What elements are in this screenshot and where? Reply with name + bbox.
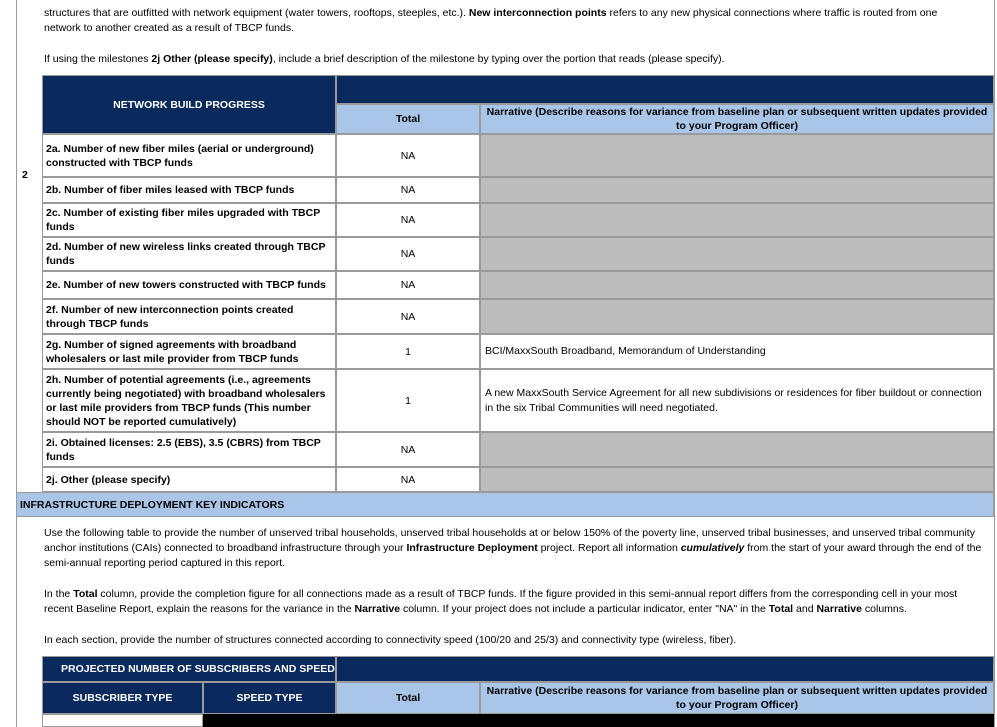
network-row-label: 2e. Number of new towers constructed with TBCP funds xyxy=(42,271,336,299)
infra-heading: INFRASTRUCTURE DEPLOYMENT KEY INDICATORS xyxy=(16,492,994,517)
outer-right-border xyxy=(994,0,995,727)
network-row-narrative[interactable] xyxy=(480,177,994,203)
network-row-label: 2g. Number of signed agreements with broadband wholesalers or last mile provider from TBCP funds xyxy=(42,334,336,369)
subscribers-col-type: SUBSCRIBER TYPE xyxy=(42,682,203,714)
network-row-narrative[interactable] xyxy=(480,467,994,492)
network-row-label: 2a. Number of new fiber miles (aerial or underground) constructed with TBCP funds xyxy=(42,134,336,177)
network-row-narrative[interactable]: BCI/MaxxSouth Broadband, Memorandum of Understanding xyxy=(480,334,994,369)
intro-line-1: structures that are outfitted with network equipment (water towers, rooftops, steeples, etc.). New interconnection points refers to any new physical connections where traffic is routed from one xyxy=(44,7,938,19)
network-row-narrative[interactable] xyxy=(480,237,994,271)
network-row-total[interactable]: NA xyxy=(336,203,480,237)
network-row-label: 2h. Number of potential agreements (i.e., agreements currently being negotiated) with broadband wholesalers or last mile providers from TBCP funds (This number should NOT be reported cumulatively) xyxy=(42,369,336,432)
network-row-label: 2d. Number of new wireless links created through TBCP funds xyxy=(42,237,336,271)
network-row-total[interactable]: NA xyxy=(336,134,480,177)
network-row-narrative[interactable] xyxy=(480,134,994,177)
network-row-total[interactable]: NA xyxy=(336,299,480,334)
outer-left-border xyxy=(16,0,17,727)
network-row-total[interactable]: NA xyxy=(336,237,480,271)
network-table-title: NETWORK BUILD PROGRESS xyxy=(42,75,336,134)
network-row-total[interactable]: NA xyxy=(336,432,480,467)
network-row-total[interactable]: NA xyxy=(336,177,480,203)
network-row-narrative[interactable] xyxy=(480,299,994,334)
network-row-narrative[interactable] xyxy=(480,203,994,237)
subscribers-col-speed: SPEED TYPE xyxy=(203,682,336,714)
network-table-header-band xyxy=(336,75,994,104)
network-row-narrative[interactable]: A new MaxxSouth Service Agreement for all new subdivisions or residences for fiber buildout or connection in the six Tribal Communities will need negotiated. xyxy=(480,369,994,432)
intro-line-2: network to another created as a result of TBCP funds. xyxy=(44,22,295,34)
subscribers-dark-band xyxy=(203,714,994,727)
network-row-narrative[interactable] xyxy=(480,432,994,467)
network-row-label: 2b. Number of fiber miles leased with TBCP funds xyxy=(42,177,336,203)
infra-paragraph-3: In each section, provide the number of structures connected according to connectivity speed (100/20 and 25/3) and connectivity type (wireless, fiber). xyxy=(44,634,737,646)
other-instructions: If using the milestones 2j Other (please specify), include a brief description of the milestone by typing over the portion that reads (please specify). xyxy=(44,53,725,65)
subscribers-first-cell[interactable] xyxy=(42,714,203,727)
network-row-label: 2i. Obtained licenses: 2.5 (EBS), 3.5 (CBRS) from TBCP funds xyxy=(42,432,336,467)
network-col-total: Total xyxy=(336,104,480,134)
network-row-total[interactable]: 1 xyxy=(336,334,480,369)
subscribers-col-narrative: Narrative (Describe reasons for variance from baseline plan or subsequent written updates provided to your Program Officer) xyxy=(480,682,994,714)
network-row-label: 2c. Number of existing fiber miles upgraded with TBCP funds xyxy=(42,203,336,237)
subscribers-header-band xyxy=(336,656,994,682)
subscribers-col-total: Total xyxy=(336,682,480,714)
infra-paragraph-1: Use the following table to provide the number of unserved tribal households, unserved tribal households at or below 150% of the poverty line, unserved tribal businesses, and unserved tribal community anchor institutions (CAIs) connected to broadband infrastructure through your Infrastructure Deployment project. Report all information cumulatively from the start of your award through the end of the semi-annual reporting period captured in this report. xyxy=(44,527,982,569)
network-row-label: 2j. Other (please specify) xyxy=(42,467,336,492)
network-row-label: 2f. Number of new interconnection points created through TBCP funds xyxy=(42,299,336,334)
section-number: 2 xyxy=(22,169,28,181)
infra-paragraph-2: In the Total column, provide the completion figure for all connections made as a result of TBCP funds. If the figure provided in this semi-annual report differs from the corresponding cell in your most recent Baseline Report, explain the reasons for the variance in the Narrative column. If your project does not include a particular indicator, enter "NA" in the Total and Narrative columns. xyxy=(44,588,958,615)
subscribers-table-title: PROJECTED NUMBER OF SUBSCRIBERS AND SPEED xyxy=(42,656,336,682)
network-row-total[interactable]: NA xyxy=(336,467,480,492)
network-row-total[interactable]: NA xyxy=(336,271,480,299)
network-row-narrative[interactable] xyxy=(480,271,994,299)
network-row-total[interactable]: 1 xyxy=(336,369,480,432)
network-col-narrative: Narrative (Describe reasons for variance from baseline plan or subsequent written updates provided to your Program Officer) xyxy=(480,104,994,134)
